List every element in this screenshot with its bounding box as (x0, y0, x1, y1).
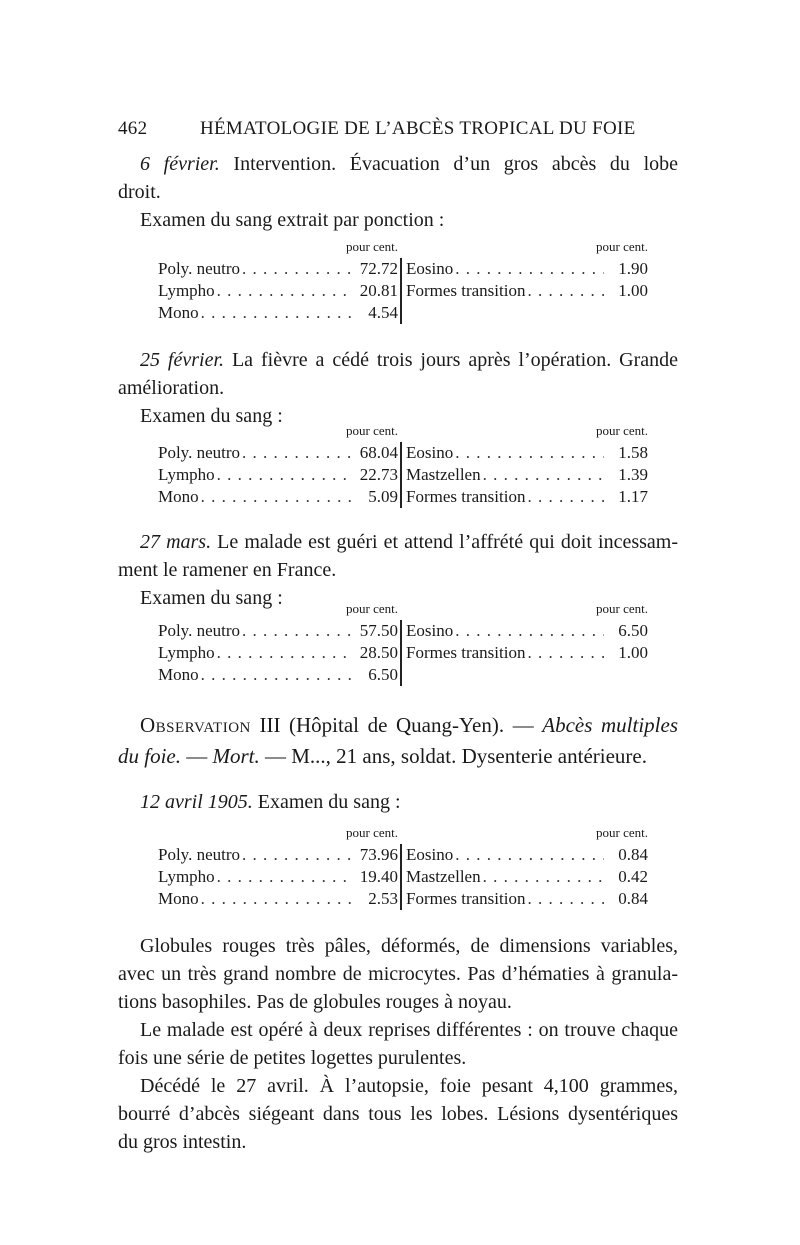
unit-label: pour cent. (596, 825, 648, 840)
leader-dots (240, 620, 354, 642)
table-row (158, 844, 398, 866)
leader-dots (215, 464, 354, 486)
table-right-column (406, 822, 648, 910)
observation-title: du foie. (118, 744, 181, 768)
observation-separator: — (181, 744, 213, 768)
table-row (406, 442, 648, 464)
cell-value: 68.04 (359, 443, 398, 462)
page-number: 462 (118, 118, 148, 139)
cell-value: 6.50 (368, 665, 398, 684)
leader-dots (525, 642, 604, 664)
entry-text: Intervention. Évacuation d’un gros abcès du lobe (219, 153, 678, 175)
leader-dots (481, 866, 604, 888)
table-row (158, 866, 398, 888)
running-title: HÉMATOLOGIE DE L’ABCÈS TROPICAL DU FOIE (200, 118, 636, 139)
leader-dots (199, 664, 354, 686)
cell-label: Lympho (158, 281, 215, 300)
observation-number: III (Hôpital de Quang-Yen). — (250, 713, 543, 737)
blood-table-2 (158, 420, 648, 510)
entry-line (118, 150, 678, 178)
table-left-column (158, 236, 398, 324)
leader-dots (199, 302, 354, 324)
entry-date: 6 février. (140, 153, 220, 175)
observation-title: Abcès multiples (542, 713, 679, 737)
column-divider (400, 620, 402, 686)
entry-6-fevrier (118, 150, 678, 234)
cell-value: 57.50 (359, 621, 398, 640)
cell-label: Poly. neutro (158, 845, 241, 864)
observation-patient: — M..., 21 ans, soldat. Dysenterie antérieure. (259, 744, 647, 768)
entry-date: 12 avril 1905. (140, 791, 253, 813)
table-row (406, 464, 648, 486)
exam-heading: Examen du sang : (140, 587, 283, 609)
cell-value: 28.50 (359, 643, 398, 662)
running-header (118, 118, 678, 146)
cell-label: Mastzellen (406, 867, 481, 886)
leader-dots (525, 280, 604, 302)
cell-value: 1.39 (618, 465, 648, 484)
unit-label: pour cent. (346, 239, 398, 254)
exam-heading: Examen du sang extrait par ponction : (140, 209, 445, 231)
cell-value: 2.53 (368, 889, 398, 908)
text-line: tions basophiles. Pas de globules rouges à noyau. (118, 991, 512, 1013)
table-row (406, 642, 648, 664)
cell-label: Eosino (406, 259, 454, 278)
cell-label: Formes transition (406, 643, 526, 662)
entry-line (118, 788, 678, 816)
unit-label: pour cent. (346, 423, 398, 438)
table-row (158, 258, 398, 280)
observation-outcome: Mort. (212, 744, 260, 768)
leader-dots (525, 888, 604, 910)
entry-line (118, 528, 678, 556)
text-line: avec un très grand nombre de microcytes. Pas d’hématies à granula- (118, 963, 678, 985)
entry-date: 25 février. (140, 349, 225, 371)
entry-text: Le malade est guéri et attend l’affrété qui doit incessam- (211, 531, 678, 553)
entry-date: 27 mars. (140, 531, 212, 553)
observation-label: Observation (140, 713, 251, 737)
table-row (158, 642, 398, 664)
cell-value: 5.09 (368, 487, 398, 506)
cell-value: 1.00 (618, 281, 648, 300)
cell-label: Lympho (158, 643, 215, 662)
cell-label: Formes transition (406, 889, 526, 908)
cell-label: Poly. neutro (158, 621, 241, 640)
table-row (406, 866, 648, 888)
cell-value: 0.42 (618, 867, 648, 886)
observation-heading (118, 710, 678, 772)
cell-value: 19.40 (359, 867, 398, 886)
table-row (158, 888, 398, 910)
cell-label: Eosino (406, 443, 454, 462)
cell-label: Poly. neutro (158, 259, 241, 278)
leader-dots (199, 888, 354, 910)
table-row (406, 486, 648, 508)
table-row (406, 258, 648, 280)
paragraph-autopsie (118, 1072, 678, 1156)
leader-dots (199, 486, 354, 508)
blood-table-3 (158, 598, 648, 688)
table-row (158, 620, 398, 642)
leader-dots (215, 280, 354, 302)
unit-label: pour cent. (596, 239, 648, 254)
cell-value: 0.84 (618, 889, 648, 908)
table-row (406, 844, 648, 866)
cell-label: Lympho (158, 867, 215, 886)
cell-value: 0.84 (618, 845, 648, 864)
text-line: bourré d’abcès siégeant dans tous les lobes. Lésions dysentériques (118, 1103, 678, 1125)
unit-label: pour cent. (346, 825, 398, 840)
leader-dots (481, 464, 604, 486)
paragraph-globules (118, 932, 678, 1016)
blood-table-1 (158, 236, 648, 326)
cell-label: Mono (158, 889, 199, 908)
column-divider (400, 442, 402, 508)
table-row (406, 888, 648, 910)
cell-label: Mono (158, 487, 199, 506)
leader-dots (453, 620, 604, 642)
leader-dots (240, 258, 354, 280)
entry-line: amélioration. (118, 377, 225, 399)
cell-label: Mastzellen (406, 465, 481, 484)
cell-value: 1.90 (618, 259, 648, 278)
blood-table-4 (158, 822, 648, 912)
text-line: fois une série de petites logettes purulentes. (118, 1047, 467, 1069)
entry-25-fevrier (118, 346, 678, 430)
leader-dots (215, 642, 354, 664)
leader-dots (453, 442, 604, 464)
text-line: du gros intestin. (118, 1131, 247, 1153)
column-divider (400, 258, 402, 324)
leader-dots (525, 486, 604, 508)
cell-value: 1.00 (618, 643, 648, 662)
cell-value: 6.50 (618, 621, 648, 640)
entry-line: droit. (118, 181, 161, 203)
cell-label: Poly. neutro (158, 443, 241, 462)
entry-line (118, 346, 678, 374)
paragraph-operation (118, 1016, 678, 1072)
table-row (406, 280, 648, 302)
entry-text: La fièvre a cédé trois jours après l’opération. Grande (224, 349, 679, 371)
cell-value: 1.17 (618, 487, 648, 506)
cell-value: 73.96 (359, 845, 398, 864)
leader-dots (453, 258, 604, 280)
entry-12-avril (118, 788, 678, 816)
observation-line (118, 741, 678, 772)
table-right-column (406, 420, 648, 508)
unit-label: pour cent. (596, 423, 648, 438)
cell-label: Mono (158, 303, 199, 322)
text-line: Globules rouges très pâles, déformés, de dimensions variables, (140, 935, 678, 957)
table-right-column (406, 598, 648, 664)
table-row (158, 664, 398, 686)
cell-value: 20.81 (359, 281, 398, 300)
unit-label: pour cent. (346, 601, 398, 616)
cell-label: Formes transition (406, 487, 526, 506)
table-left-column (158, 822, 398, 910)
text-line: Le malade est opéré à deux reprises différentes : on trouve chaque (140, 1019, 678, 1041)
cell-label: Formes transition (406, 281, 526, 300)
table-left-column (158, 420, 398, 508)
entry-line: ment le ramener en France. (118, 559, 337, 581)
table-row (158, 442, 398, 464)
exam-heading: Examen du sang : (140, 405, 283, 427)
text-line: Décédé le 27 avril. À l’autopsie, foie pesant 4,100 grammes, (140, 1075, 678, 1097)
leader-dots (240, 442, 354, 464)
observation-line (118, 710, 678, 741)
column-divider (400, 844, 402, 910)
table-left-column (158, 598, 398, 686)
cell-value: 22.73 (359, 465, 398, 484)
cell-value: 72.72 (359, 259, 398, 278)
table-row (158, 280, 398, 302)
leader-dots (215, 866, 354, 888)
table-row (158, 486, 398, 508)
cell-label: Eosino (406, 845, 454, 864)
cell-value: 4.54 (368, 303, 398, 322)
cell-label: Mono (158, 665, 199, 684)
exam-heading: Examen du sang : (252, 791, 401, 813)
cell-label: Lympho (158, 465, 215, 484)
unit-label: pour cent. (596, 601, 648, 616)
cell-label: Eosino (406, 621, 454, 640)
leader-dots (240, 844, 354, 866)
table-row (406, 620, 648, 642)
table-row (158, 302, 398, 324)
table-row (158, 464, 398, 486)
leader-dots (453, 844, 604, 866)
cell-value: 1.58 (618, 443, 648, 462)
table-right-column (406, 236, 648, 302)
